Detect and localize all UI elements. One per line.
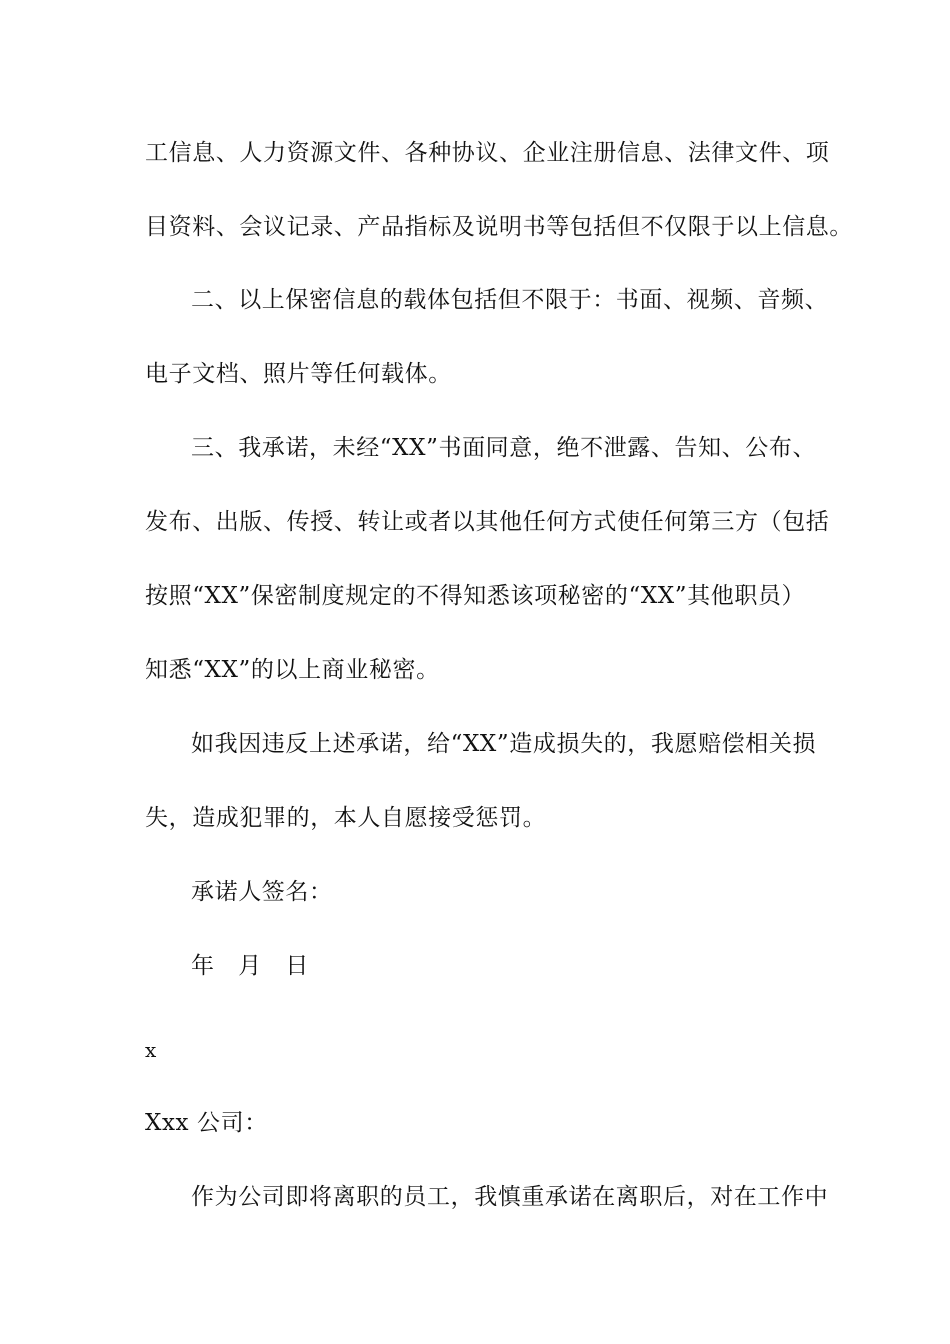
body-text-line: 知悉“XX”的以上商业秘密。: [145, 657, 440, 683]
body-text-line: 失，造成犯罪的，本人自愿接受惩罚。: [145, 805, 547, 831]
clause-three-start: 三、我承诺，未经“XX”书面同意，绝不泄露、告知、公布、: [191, 435, 817, 461]
body-text-line: 工信息、人力资源文件、各种协议、企业注册信息、法律文件、项: [145, 140, 830, 166]
clause-two-start: 二、以上保密信息的载体包括但不限于：书面、视频、音频、: [191, 287, 829, 313]
body-text-line: 电子文档、照片等任何载体。: [145, 361, 452, 387]
body-text-line: 按照“XX”保密制度规定的不得知悉该项秘密的“XX”其他职员）: [145, 583, 806, 609]
second-letter-paragraph-start: 作为公司即将离职的员工，我慎重承诺在离职后，对在工作中: [191, 1184, 829, 1210]
addressee-line: Xxx 公司：: [145, 1110, 268, 1136]
date-line: 年 月 日: [191, 953, 309, 979]
liability-paragraph-start: 如我因违反上述承诺，给“XX”造成损失的，我愿赔偿相关损: [191, 731, 817, 757]
body-text-line: 目资料、会议记录、产品指标及说明书等包括但不仅限于以上信息。: [145, 214, 853, 240]
signature-label: 承诺人签名：: [191, 879, 333, 905]
body-text-line: 发布、出版、传授、转让或者以其他任何方式使任何第三方（包括: [145, 509, 830, 535]
separator-mark: x: [145, 1038, 157, 1062]
